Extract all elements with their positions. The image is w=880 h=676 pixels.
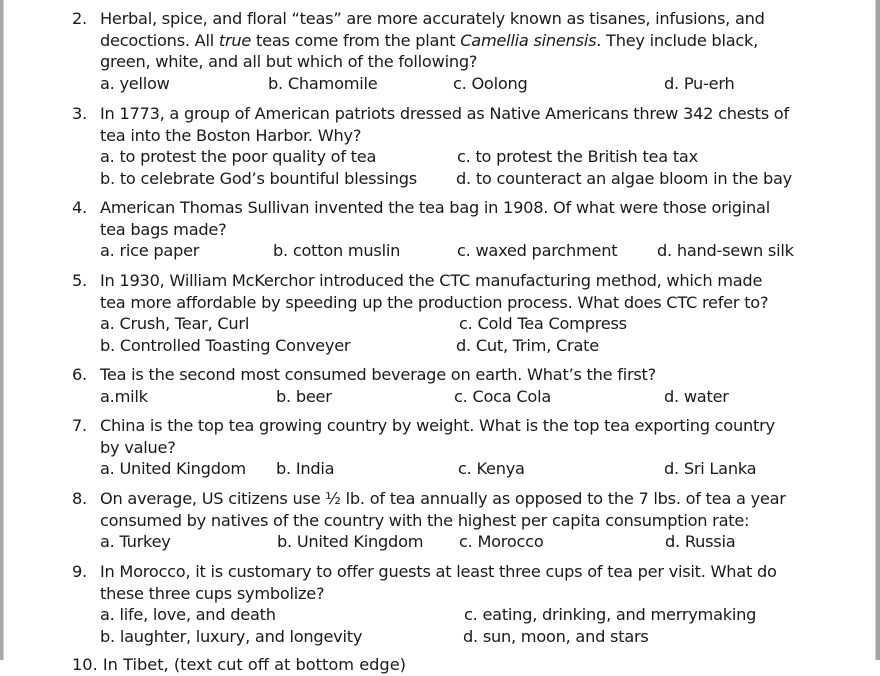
- stem-line: tea bags made?: [100, 219, 227, 239]
- question-number: 3.: [72, 104, 87, 123]
- option-b: b. beer: [276, 386, 332, 406]
- option-b: b. to celebrate God’s bountiful blessings: [100, 168, 417, 188]
- stem-italic: true: [218, 30, 252, 50]
- option-b: b. India: [276, 459, 335, 478]
- option-c: c. Coca Cola: [454, 386, 551, 406]
- option-a: a. life, love, and death: [100, 605, 276, 624]
- stem-text: teas come from the plant: [251, 30, 461, 50]
- question-number: 4.: [72, 198, 87, 217]
- stem-line: by value?: [100, 437, 176, 457]
- stem-text: . They include black,: [596, 30, 759, 50]
- question-stem: [100, 488, 830, 531]
- stem-line: China is the top tea growing country by weight. What is the top tea exporting country: [100, 416, 775, 435]
- option-c: c. Morocco: [459, 532, 544, 551]
- stem-line: American Thomas Sullivan invented the tea bag in 1908. Of what were those original: [100, 198, 770, 217]
- option-c: c. Cold Tea Compress: [459, 314, 627, 333]
- option-d: d. to counteract an algae bloom in the bay: [456, 168, 792, 188]
- stem-italic: Camellia sinensis: [460, 30, 597, 50]
- stem-line: tea into the Boston Harbor. Why?: [100, 125, 362, 145]
- stem-line: green, white, and all but which of the following?: [100, 52, 478, 71]
- option-a: a.milk: [100, 386, 148, 406]
- stem-line: Tea is the second most consumed beverage on earth. What’s the first?: [100, 365, 656, 384]
- option-d: d. Sri Lanka: [664, 459, 757, 478]
- stem-text: decoctions. All: [100, 30, 219, 50]
- question-number: 8.: [72, 489, 87, 508]
- question-number: 5.: [72, 271, 87, 290]
- stem-line: In Morocco, it is customary to offer guests at least three cups of tea per visit. What do: [100, 562, 777, 581]
- option-b: b. cotton muslin: [273, 241, 401, 260]
- question-stem: [100, 270, 830, 313]
- option-c: c. eating, drinking, and merrymaking: [464, 605, 757, 624]
- stem-line: tea more affordable by speeding up the production process. What does CTC refer to?: [100, 292, 769, 312]
- question-stem: [100, 103, 830, 146]
- stem-line: On average, US citizens use ½ lb. of tea annually as opposed to the 7 lbs. of tea a year: [100, 489, 786, 508]
- question-stem: [100, 364, 830, 386]
- question-stem: [100, 197, 830, 240]
- option-d: d. Cut, Trim, Crate: [456, 335, 599, 355]
- clipped-text: 10. In Tibet, (text cut off at bottom edge): [72, 655, 406, 674]
- option-a: a. Crush, Tear, Curl: [100, 314, 250, 333]
- question-number: 7.: [72, 416, 87, 435]
- stem-line: Herbal, spice, and floral “teas” are more accurately known as tisanes, infusions, and: [100, 9, 765, 28]
- question-number: 6.: [72, 365, 87, 384]
- option-d: d. water: [664, 386, 729, 406]
- option-d: d. sun, moon, and stars: [463, 626, 649, 646]
- option-b: b. United Kingdom: [277, 532, 424, 551]
- option-b: b. laughter, luxury, and longevity: [100, 626, 363, 646]
- option-a: a. yellow: [100, 73, 170, 93]
- question-number: 9.: [72, 562, 87, 581]
- question-stem: [100, 415, 830, 458]
- question-stem: [100, 8, 830, 73]
- stem-line: In 1930, William McKerchor introduced the CTC manufacturing method, which made: [100, 271, 763, 290]
- question-10-clipped: [0, 652, 880, 674]
- option-c: c. waxed parchment: [457, 241, 618, 260]
- option-a: a. Turkey: [100, 532, 171, 551]
- option-b: b. Chamomile: [268, 73, 378, 93]
- stem-line: these three cups symbolize?: [100, 583, 325, 603]
- question-stem: [100, 561, 830, 604]
- option-a: a. rice paper: [100, 241, 200, 260]
- option-a: a. United Kingdom: [100, 459, 246, 478]
- option-b: b. Controlled Toasting Conveyer: [100, 335, 351, 355]
- stem-line: consumed by natives of the country with the highest per capita consumption rate:: [100, 510, 750, 530]
- stem-line: [100, 30, 830, 52]
- option-c: c. Kenya: [458, 459, 525, 478]
- stem-line: In 1773, a group of American patriots dressed as Native Americans threw 342 chests of: [100, 104, 789, 123]
- question-number: 2.: [72, 9, 87, 28]
- option-a: a. to protest the poor quality of tea: [100, 147, 377, 166]
- option-d: d. hand-sewn silk: [657, 241, 794, 260]
- option-c: c. Oolong: [453, 73, 528, 93]
- option-d: d. Russia: [665, 532, 736, 551]
- option-c: c. to protest the British tea tax: [457, 147, 698, 166]
- option-d: d. Pu-erh: [664, 73, 735, 93]
